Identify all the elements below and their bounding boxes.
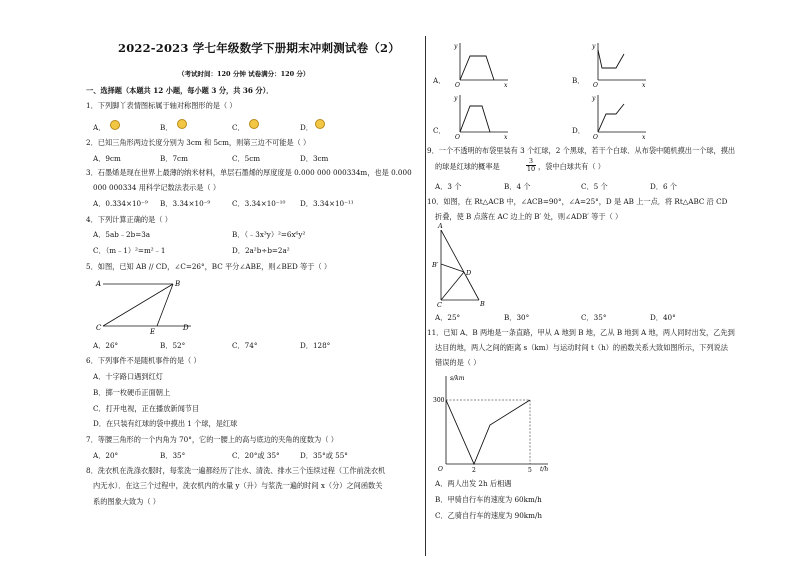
q1-stem: 1．下列脚丫表情图标属于轴对称图形的是（ ） [86, 101, 237, 110]
q3-option-c: C．3.34×10⁻¹⁰ [232, 199, 286, 208]
q8c-origin: O [455, 134, 460, 141]
q1-option-a: A． [93, 123, 106, 132]
q9-option-c: C．5 个 [581, 182, 608, 191]
q9-stem-line2a: 的球是红球的概率是 [435, 162, 500, 171]
grin-face-icon [177, 119, 187, 129]
q6-option-b: B．掷一枚硬币正面朝上 [93, 388, 171, 397]
q8-stem-line2: 内无水）．在这三个过程中，洗衣机内的水量 y（升）与浆洗一遍的时间 x（分）之间函数关 [93, 481, 383, 490]
q1-option-c: C． [232, 123, 245, 132]
q10-stem-line1: 10．如图，在 Rt△ACB 中，∠ACB=90°，∠A=25°，D 是 AB 上一点．将 Rt△ABC 沿 CD [427, 197, 728, 206]
q7-stem: 7．等腰三角形的一个内角为 70°，它的一腰上的高与底边的夹角的度数为（ ） [86, 435, 338, 444]
q8-graph-a [452, 40, 512, 89]
q9-stem-line1: 9．一个不透明的布袋里装有 3 个红球，2 个黑球，若干个白球．从布袋中随机摸出一个球，摸出 [427, 146, 736, 155]
column-divider [425, 36, 426, 556]
q11-chart [432, 370, 554, 476]
q7-option-d: D．35°或 55° [300, 451, 348, 460]
q11-stem-line1: 11．已知 A、B 两地是一条直路，甲从 A 地到 B 地，乙从 B 地到 A 地，两人同时出发，乙先到 [427, 328, 735, 337]
q2-stem: 2．已知三角形两边长度分别为 3cm 和 5cm，则第三边不可能是（ ） [86, 138, 311, 147]
q1-option-d: D． [300, 123, 313, 132]
q5-label-b: B [175, 280, 181, 288]
q8-option-b: B． [572, 76, 585, 85]
q11-distance-line [446, 400, 530, 464]
q10-label-d: D [466, 269, 472, 277]
q8-option-c: C． [433, 126, 446, 135]
q10-label-b: B [480, 300, 485, 308]
q4-stem: 4．下列计算正确的是（ ） [86, 215, 172, 224]
q3-option-b: B．3.34×10⁻⁹ [160, 199, 211, 208]
squint-face-icon [249, 119, 259, 129]
q9-option-d: D．6 个 [650, 182, 677, 191]
q8-graph-b [590, 40, 650, 89]
q5-option-b: B．52° [160, 341, 186, 350]
q5-label-e: E [150, 328, 156, 336]
q9-frac-num: 3 [526, 158, 536, 166]
q8c-x-label: x [504, 134, 508, 141]
q8b-origin: O [593, 82, 598, 89]
q8d-x-label: x [642, 134, 646, 141]
q11-origin: O [438, 466, 443, 473]
q7-option-b: B．35° [160, 451, 186, 460]
q11-stem-line2: 达目的地，两人之间的距离 s（km）与运动时间 t（h）的函数关系大致如图所示，下列说法 [435, 343, 728, 352]
q4-option-c: C．（m﹣1）²=m²﹣1 [93, 246, 166, 255]
q6-option-a: A．十字路口遇到红灯 [93, 372, 163, 381]
q5-label-c: C [96, 324, 102, 332]
q11-tick-5: 5 [528, 467, 532, 474]
q8b-y-label: y [592, 43, 596, 50]
q8a-origin: O [455, 82, 460, 89]
q10-label-c: C [437, 301, 442, 309]
q2-option-b: B．7cm [160, 154, 188, 163]
q5-label-d: D [183, 324, 189, 332]
q7-option-a: A．20° [93, 451, 119, 460]
q5-option-c: C．74° [232, 341, 258, 350]
q9-stem-line2b: ，袋中白球共有（ ） [538, 162, 605, 171]
q5-label-a: A [96, 280, 102, 288]
q11-option-b: B．甲骑自行车的速度为 60km/h [435, 495, 542, 504]
q9-option-b: B．4 个 [504, 182, 531, 191]
q2-option-c: C．5cm [232, 154, 261, 163]
q6-option-d: D．在只装有红球的袋中摸出 1 个球，是红球 [93, 419, 238, 428]
q3-stem-line1: 3．石墨烯是现在世界上最薄的纳米材料，单层石墨烯的厚度度是 0.000 000 000334m，也是 0.000 [86, 168, 412, 177]
q3-option-a: A．0.334×10⁻⁹ [93, 199, 148, 208]
q5-option-a: A．26° [93, 341, 119, 350]
q9-option-a: A．3 个 [435, 182, 462, 191]
q11-tick-300: 300 [433, 397, 445, 404]
q10-option-d: D．40° [650, 313, 676, 322]
q1-option-b: B． [160, 123, 173, 132]
q8-stem-line3: 系的图象大致为（ ） [93, 497, 160, 506]
q3-stem-line2: 000 000334 用科学记数法表示是（ ） [93, 183, 221, 192]
q8c-y-label: y [454, 95, 458, 102]
page-title: 2022-2023 学七年级数学下册期末冲刺测试卷（2） [118, 41, 400, 55]
q10-label-a: A [438, 222, 443, 230]
q8-option-d: D． [572, 126, 585, 135]
q5-stem: 5．如图，已知 AB // CD，∠C=26°，BC 平分∠ABE，则∠BED 等于（ ） [86, 262, 332, 271]
q5-figure [95, 278, 195, 336]
angry-face-icon [315, 119, 325, 129]
q5-option-d: D．128° [300, 341, 331, 350]
q10-option-a: A．25° [435, 313, 461, 322]
exam-info: （考试时间：120 分钟 试卷满分：120 分） [178, 70, 310, 78]
sweat-face-icon [110, 120, 120, 130]
q7-option-c: C．20°或 35° [232, 451, 280, 460]
q11-option-c: C．乙骑自行车的速度为 90km/h [435, 511, 543, 520]
q2-option-a: A．9cm [93, 154, 121, 163]
q6-stem: 6．下列事件不是随机事件的是（ ） [86, 356, 201, 365]
q8d-origin: O [593, 134, 598, 141]
q6-option-c: C．打开电视，正在播放新闻节目 [93, 404, 200, 413]
q8a-y-label: y [454, 43, 458, 50]
q11-y-label: s/km [450, 375, 465, 382]
q10-label-bprime: B′ [432, 261, 439, 269]
q11-tick-2: 2 [472, 467, 476, 474]
q9-fraction [526, 158, 536, 173]
q3-option-d: D．3.34×10⁻¹¹ [300, 199, 354, 208]
q2-option-d: D．3cm [300, 154, 329, 163]
q8d-y-label: y [592, 95, 596, 102]
q9-frac-den: 10 [526, 165, 536, 173]
q4-option-b: B．（﹣3x³y）²=6x⁶y² [232, 230, 306, 239]
q8-graph-d [590, 92, 650, 141]
q11-stem-line3: 错误的是（ ） [435, 358, 481, 367]
q8b-x-label: x [642, 82, 646, 89]
q8-graph-c [452, 92, 512, 141]
q10-option-b: B．30° [504, 313, 530, 322]
q8-option-a: A． [433, 76, 446, 85]
q4-option-a: A．5ab﹣2b=3a [93, 230, 151, 239]
q8a-x-label: x [504, 82, 508, 89]
q10-stem-line2: 折叠，使 B 点落在 AC 边上的 B′ 处，则∠ADB′ 等于（ ） [435, 212, 623, 221]
q8-stem-line1: 8．洗衣机在洗涤衣服时，每浆洗一遍都经历了注水、清洗、排水三个连续过程（工作前洗衣机 [86, 466, 386, 475]
q10-figure [433, 224, 493, 308]
section-heading: 一、选择题（本题共 12 小题，每小题 3 分，共 36 分）． [86, 86, 274, 95]
q11-option-a: A．两人出发 2h 后相遇 [435, 479, 512, 488]
q4-option-d: D．2a²b÷b=2a² [232, 246, 290, 255]
q10-option-c: C．35° [581, 313, 607, 322]
q11-x-label: t/h [540, 466, 549, 473]
